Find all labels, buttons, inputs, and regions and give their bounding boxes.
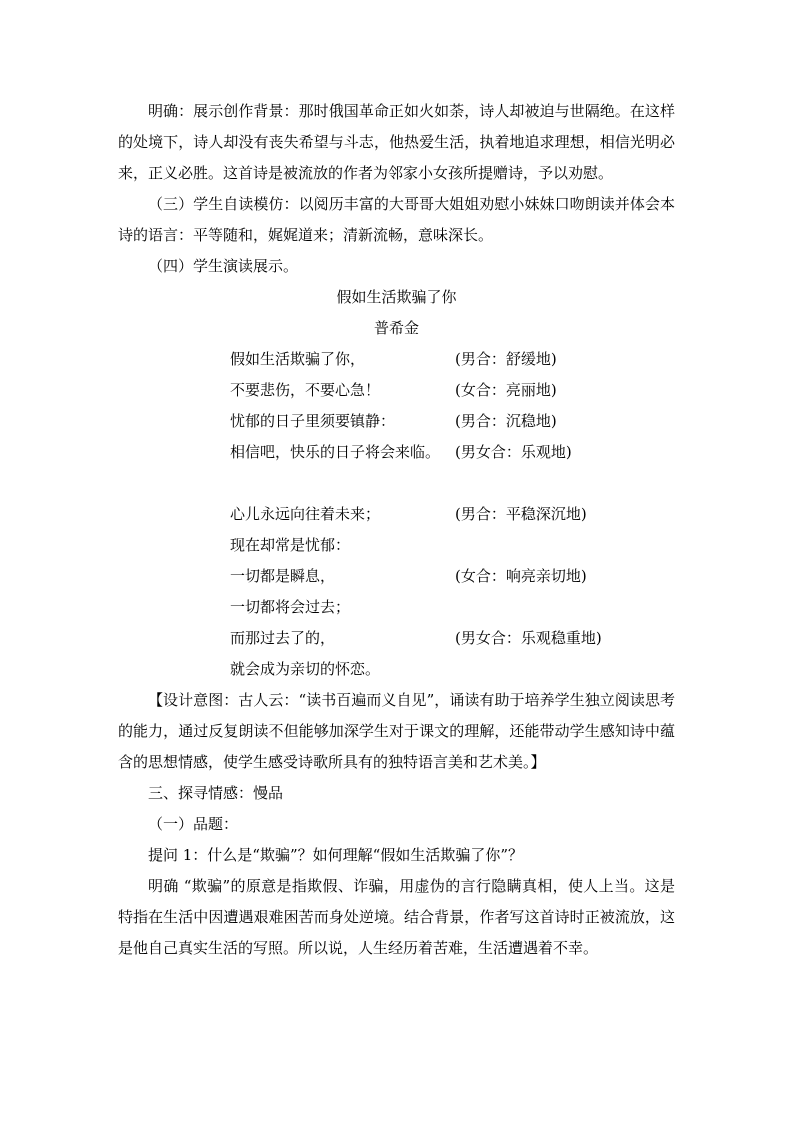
- poem-verse: 假如生活欺骗了你，: [230, 350, 366, 368]
- reading-note: (男女合：乐观地): [455, 443, 572, 461]
- poem-stanza-1: [118, 344, 675, 468]
- question-paragraph: 提问 1：什么是“欺骗”？如何理解“假如生活欺骗了你”？: [148, 846, 523, 864]
- reading-note: (男合：舒缓地): [455, 350, 557, 368]
- section-heading: 三、探寻情感：慢品: [148, 784, 284, 802]
- poem-line: [118, 623, 675, 654]
- poem-verse: 就会成为亲切的怀恋。: [230, 660, 381, 678]
- document-body: [118, 96, 675, 964]
- poem-stanza-2: [118, 499, 675, 685]
- reading-note: (男女合：乐观稳重地): [455, 629, 602, 647]
- poem-verse: 不要悲伤，不要心急！: [230, 381, 381, 399]
- poem-verse: 一切都将会过去；: [230, 598, 351, 616]
- poem-verse: 相信吧，快乐的日子将会来临。: [230, 443, 441, 461]
- poem-verse: 忧郁的日子里须要镇静：: [230, 412, 396, 430]
- poem-title: 假如生活欺骗了你: [336, 288, 457, 306]
- poem-verse: 一切都是瞬息，: [230, 567, 336, 585]
- reading-note: (女合：亮丽地): [455, 381, 557, 399]
- poem-line: [118, 344, 675, 375]
- poem-verse: 心儿永远向往着未来；: [230, 505, 381, 523]
- reading-note: (女合：响亮亲切地): [455, 567, 587, 585]
- poem-line: [118, 406, 675, 437]
- poem-line: [118, 375, 675, 406]
- background-paragraph: 明确：展示创作背景：那时俄国革命正如火如荼，诗人却被迫与世隔绝。在这样的处境下，诗人却没有丧失希望与斗志，他热爱生活，执着地追求理想，相信光明必来，正义必胜。这首诗是被流放的作者为邻家小女孩所提赠诗，予以劝慰。: [118, 102, 675, 182]
- answer-paragraph: 明确 “欺骗”的原意是指欺假、诈骗，用虚伪的言行隐瞒真相，使人上当。这是特指在生活中因遭遇艰难困苦而身处逆境。结合背景，作者写这首诗时正被流放，这是他自己真实生活的写照。所以说，人生经历着苦难，生活遭遇着不幸。: [118, 877, 675, 957]
- poem-line: [118, 561, 675, 592]
- stanza-gap: [118, 468, 675, 499]
- poem-author: 普希金: [373, 319, 419, 337]
- poem-verse: 而那过去了的，: [230, 629, 336, 647]
- poem-line: [118, 654, 675, 685]
- poem-line: [118, 499, 675, 530]
- reading-note: (男合：沉稳地): [455, 412, 557, 430]
- poem-line: [118, 530, 675, 561]
- self-reading-paragraph: （三）学生自读模仿：以阅历丰富的大哥哥大姐姐劝慰小妹妹口吻朗读并体会本诗的语言：平等随和，娓娓道来；清新流畅，意味深长。: [118, 195, 675, 244]
- design-intent-paragraph: 【设计意图：古人云：“读书百遍而义自见”，诵读有助于培养学生独立阅读思考的能力，通过反复朗读不但能够加深学生对于课文的理解，还能带动学生感知诗中蕴含的思想情感，使学生感受诗歌所具有的独特语言美和艺术美。】: [118, 691, 675, 771]
- poem-line: [118, 437, 675, 468]
- poem-verse: 现在却常是忧郁：: [230, 536, 351, 554]
- subsection-heading: （一）品题：: [148, 815, 239, 833]
- poem-line: [118, 592, 675, 623]
- reading-note: (男合：平稳深沉地): [455, 505, 587, 523]
- performance-reading-heading: （四）学生演读展示。: [148, 257, 299, 275]
